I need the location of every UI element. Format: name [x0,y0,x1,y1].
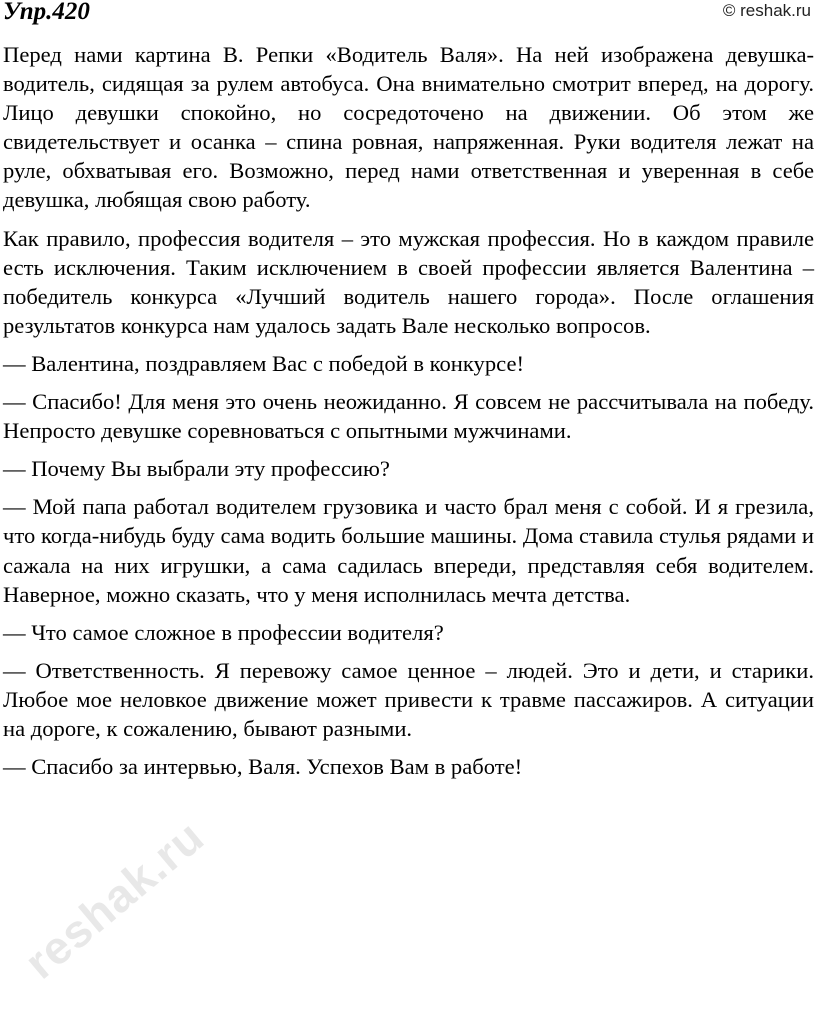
source-credit: © reshak.ru [722,1,811,20]
exercise-title: Упр.420 [3,0,90,25]
paragraph-painting-description: Перед нами картина В. Репки «Водитель Валя». На ней изображена девушка-водитель, сидящая за рулем автобуса. Она внимательно смотрит вперед, на дорогу. Лицо девушки спокойно, но сосредоточено на движении. Об этом же свидетельствует и осанка – спина ровная, напряженная. Руки водителя лежат на руле, обхватывая его. Возможно, перед нами ответственная и уверенная в себе девушка, любящая свою работу. [3,42,814,213]
watermark-logo: reshak.ru [14,809,214,989]
dialogue-line-why-answer: — Мой папа работал водителем грузовика и часто брал меня с собой. И я грезила, что когда-нибудь буду сама водить большие машины. Дома ставила стулья рядами и сажала на них игрушки, а сама садилась впереди, представляя себя водителем. Наверное, можно сказать, что у меня исполнилась мечта детства. [3,494,814,607]
paragraph-interview-intro: Как правило, профессия водителя – это мужская профессия. Но в каждом правиле есть исключения. Таким исключением в своей профессии является Валентина – победитель конкурса «Лучший водитель нашего города». После оглашения результатов конкурса нам удалось задать Вале несколько вопросов. [3,225,814,338]
dialogue-line-closing: — Спасибо за интервью, Валя. Успехов Вам в работе! [3,754,523,780]
dialogue-line-congrats: — Валентина, поздравляем Вас с победой в конкурсе! [3,350,524,376]
dialogue-line-why-question: — Почему Вы выбрали эту профессию? [3,456,390,482]
dialogue-line-hardest-answer: — Ответственность. Я перевожу самое ценное – людей. Это и дети, и старики. Любое мое неловкое движение может привести к травме пассажиров. А ситуации на дороге, к сожалению, бывают разными. [3,657,814,741]
page-header [3,0,814,40]
dialogue-line-hardest-question: — Что самое сложное в профессии водителя? [3,619,444,645]
exercise-text [3,40,814,781]
dialogue-line-thanks: — Спасибо! Для меня это очень неожиданно. Я совсем не рассчитывала на победу. Непросто девушке соревноваться с опытными мужчинами. [3,389,814,444]
